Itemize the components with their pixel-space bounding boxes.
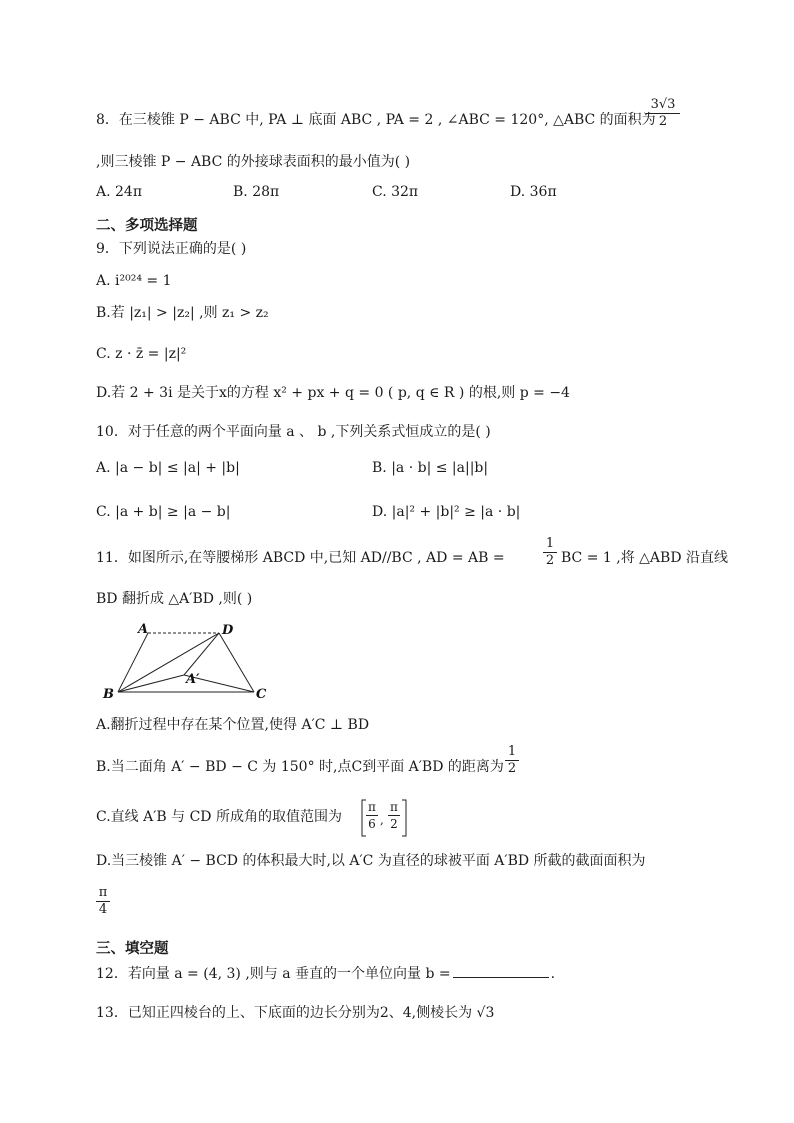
q8-option-a: A. 24π	[96, 184, 143, 200]
q11-option-d: D.当三棱锥 A′ − BCD 的体积最大时,以 A′C 为直径的球被平面 A′BD 所截的截面面积为	[96, 853, 646, 869]
q13-stem: 13．已知正四棱台的上、下底面的边长分别为2、4,侧棱长为 √3	[96, 1005, 495, 1021]
q12-answer-blank[interactable]	[453, 965, 549, 978]
q11-interval-left: π 6	[366, 800, 378, 831]
label-D: D	[222, 623, 234, 638]
q11-stem-cont: BC = 1 ,将 △ABD 沿直线	[561, 550, 728, 566]
q11-option-b: B.当二面角 A′ − BD − C 为 150° 时,点C到平面 A′BD 的距离为	[96, 759, 504, 775]
edge-ApD	[184, 633, 219, 675]
q11-option-d-fraction: π 4	[96, 886, 110, 917]
q10-option-b: B. |a · b| ≤ |a||b|	[372, 460, 489, 476]
q8-stem-2: ,则三棱锥 P − ABC 的外接球表面积的最小值为( )	[96, 154, 411, 170]
q12-stem-text: 12．若向量 a = (4, 3) ,则与 a 垂直的一个单位向量 b =	[96, 966, 451, 982]
label-C: C	[256, 687, 267, 702]
q11-half-fraction: 1 2	[543, 537, 557, 568]
q11-stem: 11．如图所示,在等腰梯形 ABCD 中,已知 AD//BC , AD = AB =	[96, 550, 505, 566]
right-bracket	[402, 800, 406, 836]
label-A-prime: A′	[186, 672, 200, 687]
label-A: A	[138, 622, 149, 637]
q11-option-a: A.翻折过程中存在某个位置,使得 A′C ⊥ BD	[96, 717, 370, 733]
q8-stem: 8．在三棱锥 P − ABC 中, PA ⊥ 底面 ABC , PA = 2 , ∠ABC = 120°, △ABC 的面积为	[96, 112, 656, 128]
section-heading-fill-in: 三、填空题	[96, 941, 169, 957]
q9-option-b: B.若 |z₁| > |z₂| ,则 z₁ > z₂	[96, 305, 269, 321]
q9-option-c: C. z · z̄ = |z|²	[96, 346, 187, 362]
section-heading-multiple-choice: 二、多项选择题	[96, 218, 198, 234]
q11-interval-comma: ,	[380, 813, 384, 827]
q10-option-d: D. |a|² + |b|² ≥ |a · b|	[372, 504, 521, 520]
q11-interval-right: π 2	[388, 800, 400, 831]
q9-option-d: D.若 2 + 3i 是关于x的方程 x² + px + q = 0 ( p, q ∈ R ) 的根,则 p = −4	[96, 385, 570, 401]
q12-stem	[96, 965, 555, 983]
q11-stem-2: BD 翻折成 △A′BD ,则( )	[96, 591, 253, 607]
q8-option-c: C. 32π	[372, 184, 419, 200]
q11-option-b-fraction: 1 2	[505, 745, 519, 776]
q8-area-fraction: 3√3 2	[646, 98, 680, 129]
edge-DC	[219, 633, 254, 692]
label-B: B	[103, 687, 114, 702]
edge-BAp	[118, 675, 184, 692]
q12-stem-end: .	[550, 966, 556, 982]
q8-option-d: D. 36π	[510, 184, 557, 200]
q10-option-c: C. |a + b| ≥ |a − b|	[96, 504, 231, 520]
q9-option-a: A. i²⁰²⁴ = 1	[96, 273, 172, 289]
q11-option-c: C.直线 A′B 与 CD 所成角的取值范围为	[96, 809, 342, 825]
trapezoid-fold-figure	[96, 618, 286, 702]
q10-option-a: A. |a − b| ≤ |a| + |b|	[96, 460, 240, 476]
q8-option-b: B. 28π	[233, 184, 280, 200]
q9-stem: 9．下列说法正确的是( )	[96, 241, 247, 257]
q10-stem: 10．对于任意的两个平面向量 a 、 b ,下列关系式恒成立的是( )	[96, 424, 491, 440]
